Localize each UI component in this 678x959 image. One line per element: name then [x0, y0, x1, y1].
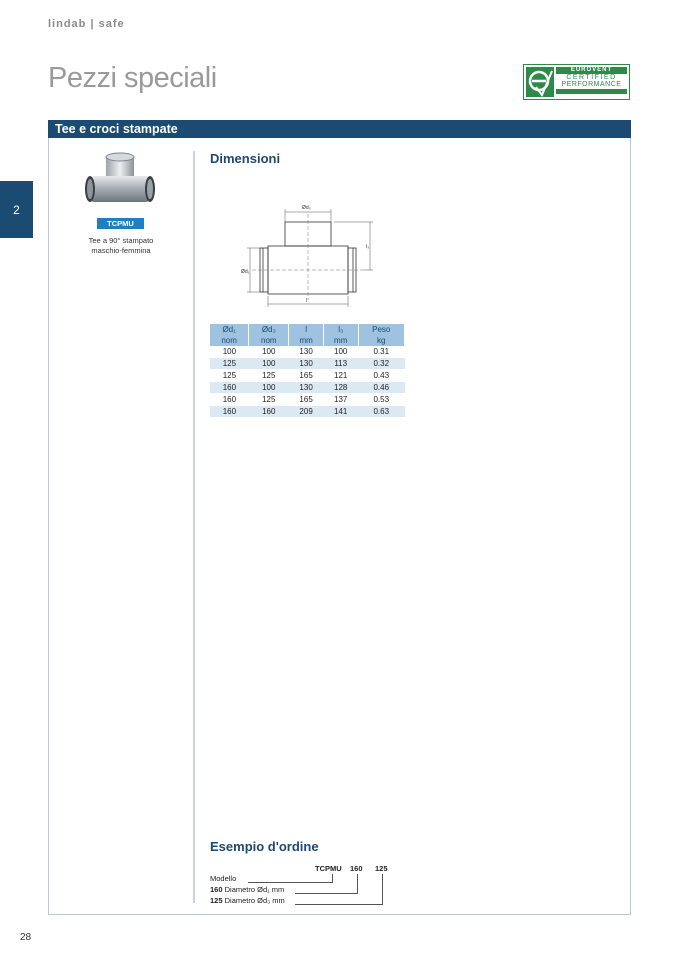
table-cell: 137 [323, 394, 358, 406]
tee-fitting-icon [84, 152, 158, 214]
eurovent-certified-logo [523, 64, 630, 100]
table-cell: 100 [210, 346, 249, 358]
order-row-d1 [210, 885, 284, 894]
order-row-d3 [210, 896, 285, 905]
chapter-tab: 2 [0, 181, 33, 238]
table-row [210, 394, 405, 406]
table-cell: 0.63 [358, 406, 404, 418]
eurovent-line1: EUROVENT [556, 67, 627, 74]
order-code-d1: 160 [350, 864, 363, 873]
order-code-model: TCPMU [315, 864, 342, 873]
dimensions-table [210, 324, 405, 418]
drawing-label-l3: l₃ [366, 244, 370, 250]
table-cell: 160 [210, 406, 249, 418]
table-cell: 121 [323, 370, 358, 382]
connector-line [382, 874, 383, 905]
dimensions-heading: Dimensioni [210, 151, 281, 166]
table-cell: 125 [249, 394, 289, 406]
col-header: Peso [358, 324, 404, 335]
order-code-d3: 125 [375, 864, 388, 873]
order-d3-value: 125 [210, 896, 223, 905]
order-example-diagram [210, 860, 400, 910]
table-cell: 160 [249, 406, 289, 418]
brand-header: lindab | safe [48, 18, 125, 30]
connector-line [295, 904, 383, 905]
tee-technical-drawing [238, 200, 378, 312]
drawing-label-d1: Ød₁ [241, 269, 250, 275]
table-cell: 100 [323, 346, 358, 358]
order-d3-label: Diametro Ød₃ mm [224, 896, 285, 905]
col-unit: kg [358, 335, 404, 346]
order-model-label: Modello [210, 874, 237, 883]
col-header: l₃ [323, 324, 358, 335]
table-cell: 0.43 [358, 370, 404, 382]
table-row [210, 346, 405, 358]
table-cell: 165 [289, 394, 324, 406]
order-d1-value: 160 [210, 885, 223, 894]
table-cell: 100 [249, 358, 289, 370]
page-number: 28 [20, 932, 32, 943]
table-cell: 0.53 [358, 394, 404, 406]
table-cell: 160 [210, 382, 249, 394]
table-cell: 128 [323, 382, 358, 394]
table-header-row [210, 324, 405, 335]
table-cell: 100 [249, 382, 289, 394]
col-unit: mm [323, 335, 358, 346]
table-cell: 100 [249, 346, 289, 358]
table-cell: 165 [289, 370, 324, 382]
table-cell: 0.31 [358, 346, 404, 358]
table-cell: 0.32 [358, 358, 404, 370]
eurovent-line3: PERFORMANCE [561, 81, 622, 88]
connector-line [295, 893, 358, 894]
order-example-heading: Esempio d'ordine [210, 839, 319, 854]
eurovent-line2: CERTIFIED [566, 74, 617, 81]
eurovent-bar [556, 89, 627, 94]
drawing-label-l: l [306, 298, 308, 304]
table-cell: 130 [289, 382, 324, 394]
table-row [210, 358, 405, 370]
col-unit: mm [289, 335, 324, 346]
table-row [210, 382, 405, 394]
product-caption [70, 236, 172, 256]
col-unit: nom [249, 335, 289, 346]
section-title: Tee e croci stampate [48, 120, 631, 138]
table-cell: 130 [289, 346, 324, 358]
col-unit: nom [210, 335, 249, 346]
connector-line [248, 882, 333, 883]
caption-line2: maschio-femmina [91, 246, 151, 255]
col-header: l [289, 324, 324, 335]
table-cell: 125 [249, 370, 289, 382]
col-header: Ød₁ [210, 324, 249, 335]
table-unit-row [210, 335, 405, 346]
page-title: Pezzi speciali [48, 62, 217, 94]
table-cell: 125 [210, 358, 249, 370]
table-cell: 125 [210, 370, 249, 382]
column-divider [193, 151, 195, 903]
order-row-model [210, 874, 236, 883]
table-row [210, 406, 405, 418]
table-cell: 130 [289, 358, 324, 370]
product-code-badge: TCPMU [97, 218, 144, 229]
table-cell: 141 [323, 406, 358, 418]
drawing-label-d3: Ød₃ [302, 205, 311, 211]
table-cell: 0.46 [358, 382, 404, 394]
connector-line [357, 874, 358, 894]
table-cell: 209 [289, 406, 324, 418]
table-cell: 113 [323, 358, 358, 370]
col-header: Ød₃ [249, 324, 289, 335]
order-d1-label: Diametro Ød₁ mm [224, 885, 285, 894]
table-row [210, 370, 405, 382]
table-cell: 160 [210, 394, 249, 406]
caption-line1: Tee a 90° stampato [88, 236, 154, 245]
eurovent-mark-icon [526, 67, 554, 97]
